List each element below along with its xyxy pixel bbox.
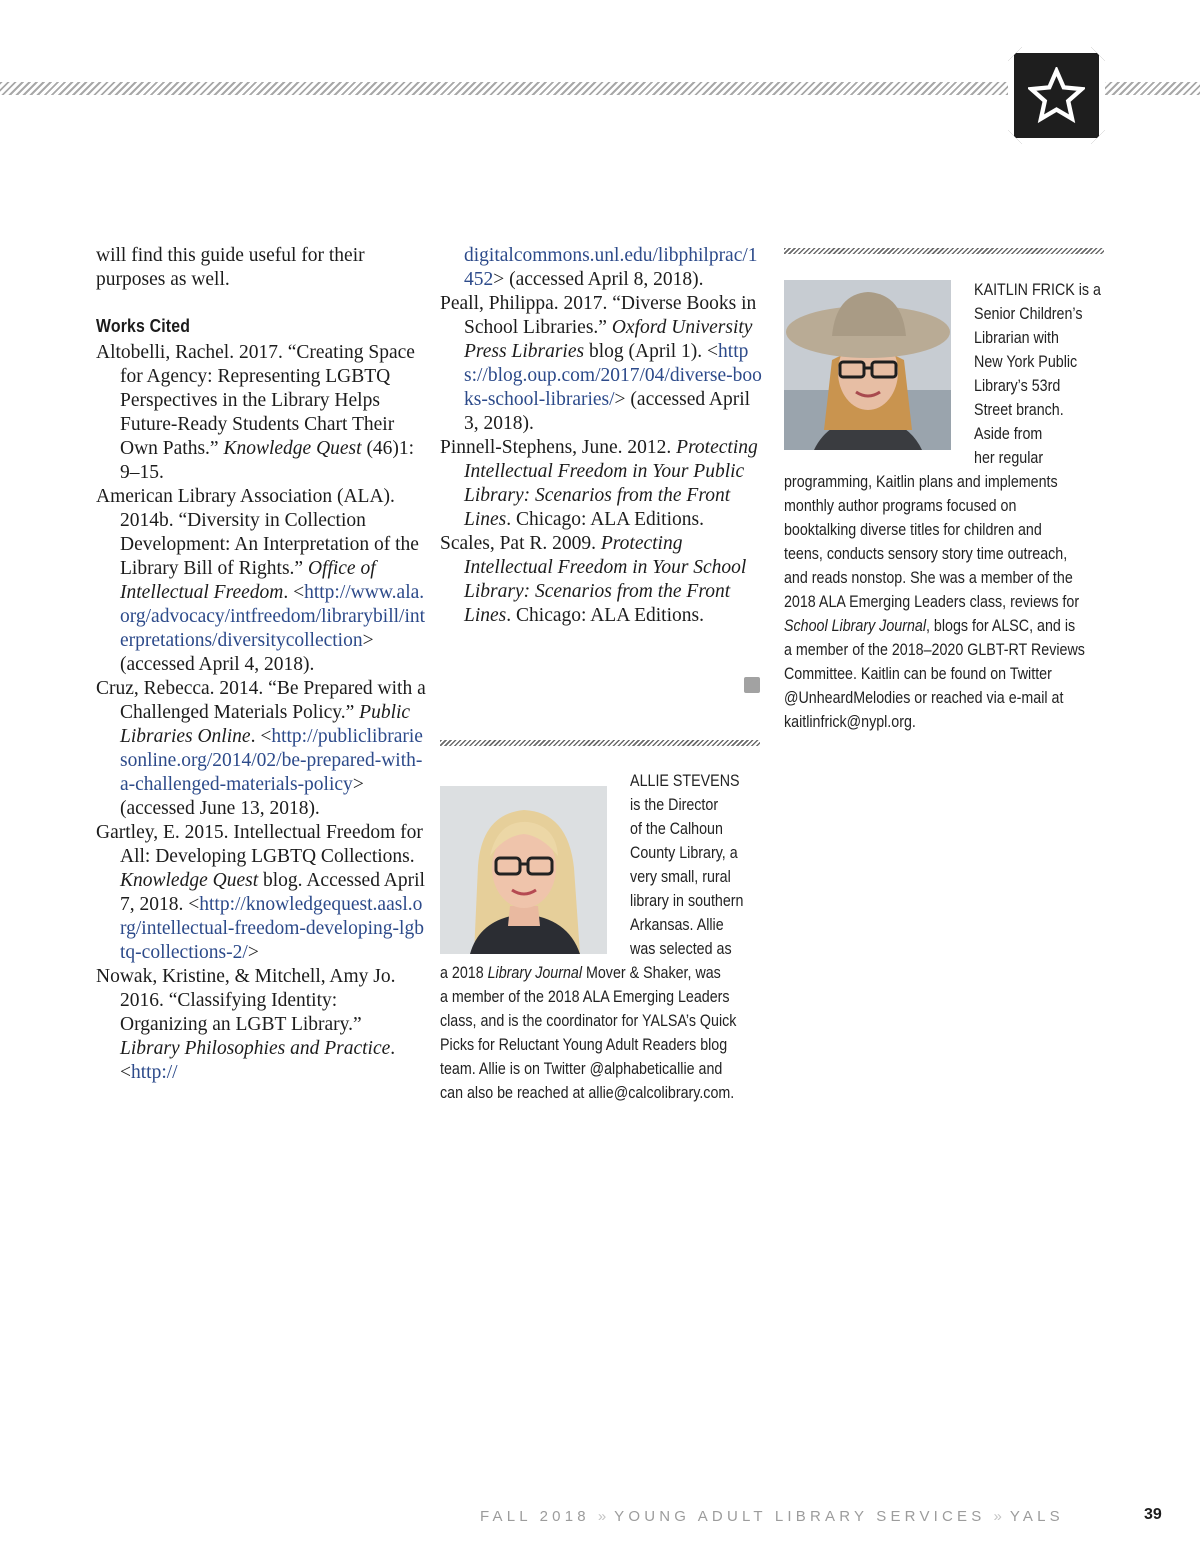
- page-footer: [480, 1508, 1110, 1528]
- author-bio-allie: ALLIE STEVENS is the Director of the Calhoun County Library, a very small, rural library in southern Arkansas. Allie was selected as a 2018 Library Journal Mover & Shaker, was a member of the 2018 ALA Emerging Leaders class, and is the coordinator for YALSA’s Quick Picks for Reluctant Young Adult Readers blog team. Allie is on Twitter @alphabeticallie and can also be reached at allie@calcolibrary.com.: [440, 771, 744, 1102]
- page-number: 39: [1144, 1506, 1162, 1523]
- reference-link[interactable]: http://knowledgequest.aasl.org/intellectual-freedom-developing-lgbtq-collections-2/: [120, 894, 424, 963]
- star-icon: [1028, 67, 1085, 124]
- footer-separator: »: [597, 1508, 607, 1525]
- reference-item: Cruz, Rebecca. 2014. “Be Prepared with a Challenged Materials Policy.” Public Libraries Online. <http://publiclibrariesonline.org/2014/02/be-prepared-with-a-challenged-materials-policy> (accessed June 13, 2018).: [96, 678, 426, 819]
- intro-paragraph: will find this guide useful for their purposes as well.: [96, 245, 365, 290]
- divider-rule: [784, 248, 1104, 254]
- reference-item: Peall, Philippa. 2017. “Diverse Books in School Libraries.” Oxford University Press Libraries blog (April 1). <https://blog.oup.com/2017/04/diverse-books-school-libraries/> (accessed April 3, 2018).: [440, 293, 762, 434]
- reference-link[interactable]: http://: [131, 1062, 178, 1083]
- footer-issue: FALL 2018: [480, 1508, 590, 1525]
- reference-link[interactable]: https://blog.oup.com/2017/04/diverse-books-school-libraries/: [464, 341, 762, 410]
- works-cited-heading: Works Cited: [96, 316, 191, 336]
- divider-rule: [440, 740, 760, 746]
- reference-link[interactable]: digitalcommons.unl.edu/libphilprac/1452: [464, 245, 758, 290]
- reference-item: Gartley, E. 2015. Intellectual Freedom for All: Developing LGBTQ Collections. Knowledge Quest blog. Accessed April 7, 2018. <http://knowledgequest.aasl.org/intellectual-freedom-developing-lgbtq-collections-2/>: [96, 822, 425, 963]
- reference-item: American Library Association (ALA). 2014b. “Diversity in Collection Development: An Interpretation of the Library Bill of Rights.” Office of Intellectual Freedom. <http://www.ala.org/advocacy/intfreedom/librarybill/interpretations/diversitycollection> (accessed April 4, 2018).: [96, 486, 426, 675]
- section-badge: [1008, 47, 1105, 144]
- reference-item: Altobelli, Rachel. 2017. “Creating Space for Agency: Representing LGBTQ Perspectives in the Library Helps Future-Ready Students Chart Their Own Paths.” Knowledge Quest (46)1: 9–15.: [96, 342, 415, 483]
- reference-link[interactable]: http://publiclibrariesonline.org/2014/02/be-prepared-with-a-challenged-materials-policy: [120, 726, 423, 795]
- footer-abbr: YALS: [1009, 1508, 1064, 1525]
- reference-item: Nowak, Kristine, & Mitchell, Amy Jo. 2016. “Classifying Identity: Organizing an LGBT Library.” Library Philosophies and Practice. <http://: [96, 966, 396, 1083]
- reference-link[interactable]: http://www.ala.org/advocacy/intfreedom/librarybill/interpretations/diversitycollection: [120, 582, 426, 651]
- footer-journal: YOUNG ADULT LIBRARY SERVICES: [614, 1508, 986, 1525]
- reference-item: Scales, Pat R. 2009. Protecting Intellectual Freedom in Your School Library: Scenarios from the Front Lines. Chicago: ALA Editions.: [440, 533, 747, 626]
- author-bio-kaitlin: KAITLIN FRICK is a Senior Children’s Librarian with New York Public Library’s 53rd Street branch. Aside from her regular programming, Kaitlin plans and implements monthly author programs focused on booktalking diverse titles for children and teens, conducts sensory story time outreach, and reads nonstop. She was a member of the 2018 ALA Emerging Leaders class, reviews for School Library Journal, blogs for ALSC, and is a member of the 2018–2020 GLBT-RT Reviews Committee. Kaitlin can be found on Twitter @UnheardMelodies or reached via e-mail at kaitlinfrick@nypl.org.: [784, 280, 1101, 731]
- footer-separator: »: [993, 1508, 1002, 1525]
- reference-continuation: digitalcommons.unl.edu/libphilprac/1452> (accessed April 8, 2018).: [464, 245, 758, 290]
- column-left: [96, 244, 426, 1085]
- article-end-mark: [744, 677, 760, 693]
- reference-item: Pinnell-Stephens, June. 2012. Protecting Intellectual Freedom in Your Public Library: Scenarios from the Front Lines. Chicago: ALA Editions.: [440, 437, 758, 530]
- column-middle: [440, 244, 762, 628]
